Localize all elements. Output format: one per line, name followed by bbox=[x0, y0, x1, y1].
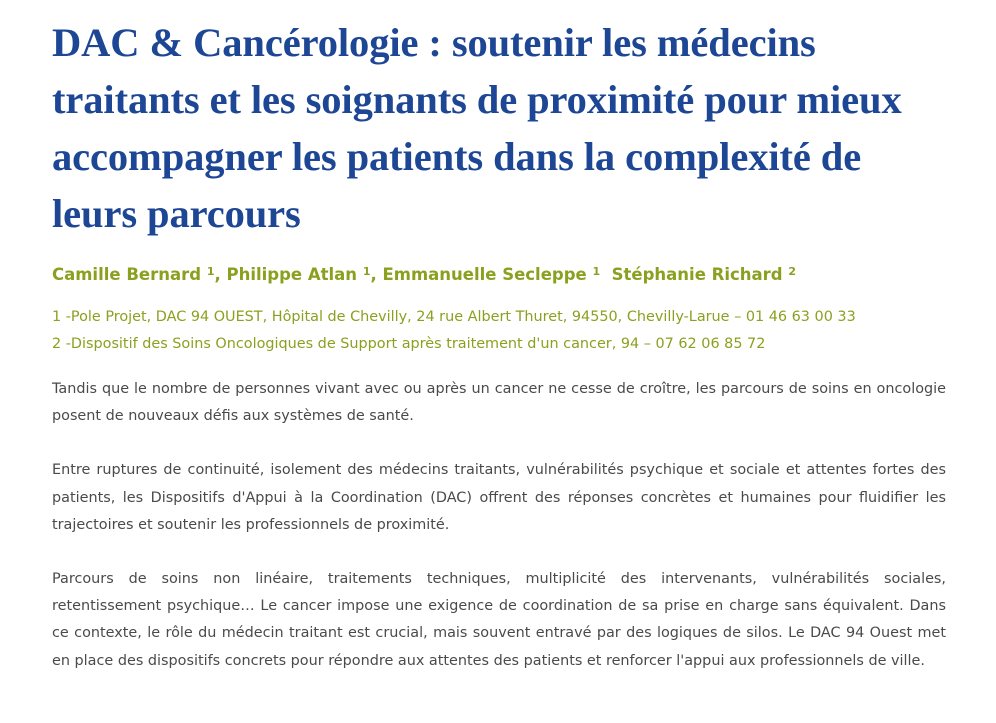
affiliation-list bbox=[52, 304, 946, 358]
article bbox=[52, 0, 946, 675]
author-name: Stéphanie Richard bbox=[611, 265, 783, 284]
author-affiliation-mark: 1 bbox=[362, 265, 371, 278]
affiliation-2: 2 -Dispositif des Soins Oncologiques de Support après traitement d'un cancer, 94 – 07 62 06 85 72 bbox=[52, 336, 766, 352]
affiliation-1: 1 -Pole Projet, DAC 94 OUEST, Hôpital de Chevilly, 24 rue Albert Thuret, 94550, Chevilly-Larue – 01 46 63 00 33 bbox=[52, 309, 856, 325]
author-list bbox=[52, 263, 946, 287]
author bbox=[612, 265, 796, 284]
author-affiliation-mark: 1 bbox=[206, 265, 215, 278]
article-title: DAC & Cancérologie : soutenir les médecins traitants et les soignants de proximité pour mieux accompagner les patients dans la complexité de leurs parcours bbox=[52, 20, 902, 236]
author-name: Philippe Atlan bbox=[226, 265, 363, 284]
body-paragraph-2: Entre ruptures de continuité, isolement des médecins traitants, vulnérabilités psychique et sociale et attentes fortes des patients, les Dispositifs d'Appui à la Coordination (DAC) offrent des réponses concrètes et humaines pour fluidifier les trajectoires et soutenir les professionnels de proximité. bbox=[52, 462, 946, 533]
body-paragraph-3: Parcours de soins non linéaire, traitements techniques, multiplicité des intervenants, vulnérabilités sociales, retentissement psychique… Le cancer impose une exigence de coordination de sa prise en charge sans équivalent. Dans ce contexte, le rôle du médecin traitant est crucial, mais souvent entravé par des logiques de silos. Le DAC 94 Ouest met en place des dispositifs concrets pour répondre aux attentes des patients et renforcer l'appui aux professionnels de ville. bbox=[52, 571, 946, 669]
author-name: Emmanuelle Secleppe bbox=[382, 265, 587, 284]
author-affiliation-mark: 1 bbox=[592, 265, 601, 278]
author-affiliation-mark: 2 bbox=[788, 265, 797, 278]
author bbox=[382, 265, 611, 284]
author-separator: , bbox=[214, 265, 227, 284]
body-paragraph-1: Tandis que le nombre de personnes vivant avec ou après un cancer ne cesse de croître, les parcours de soins en oncologie posent de nouveaux défis aux systèmes de santé. bbox=[52, 381, 946, 425]
author-separator bbox=[600, 265, 612, 284]
author bbox=[52, 265, 227, 284]
author bbox=[227, 265, 383, 284]
author-separator: , bbox=[370, 265, 383, 284]
author-name: Camille Bernard bbox=[52, 265, 202, 284]
